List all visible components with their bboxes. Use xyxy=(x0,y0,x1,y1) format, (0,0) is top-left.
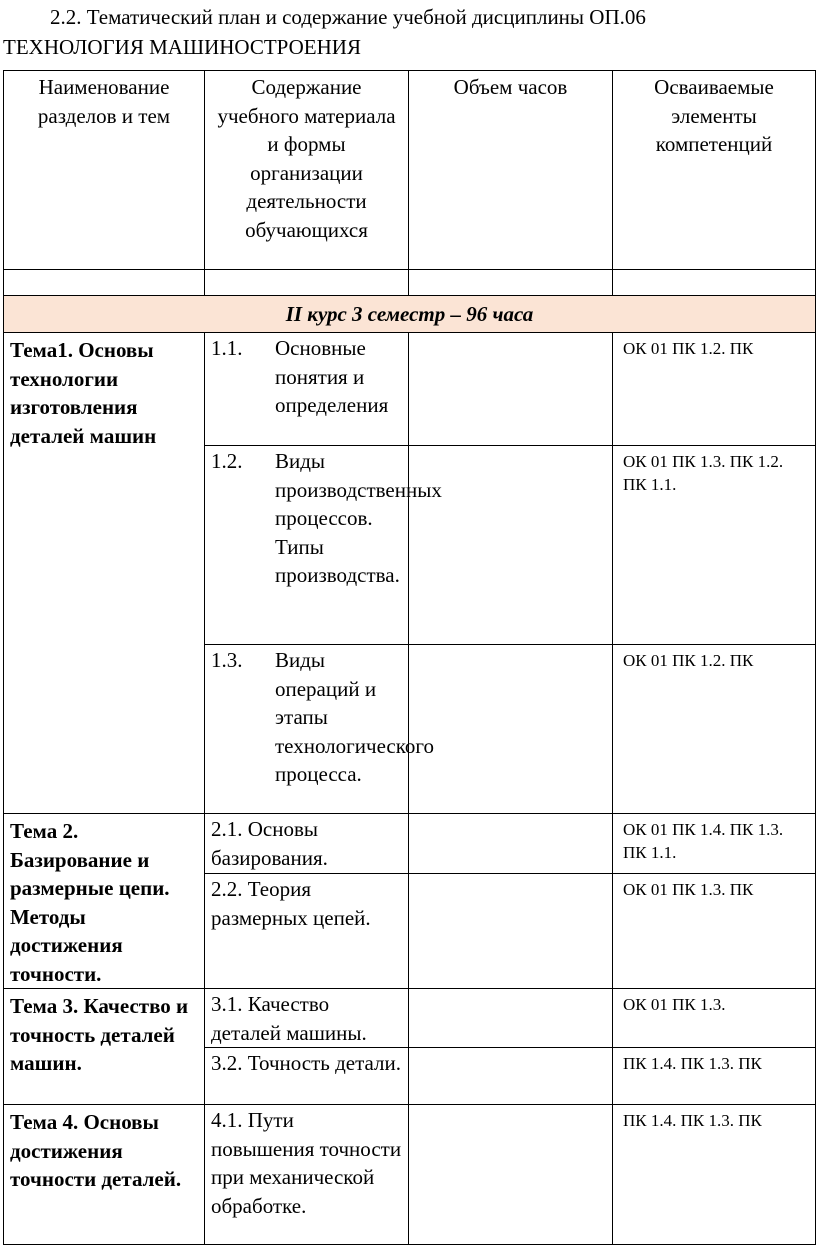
header-row xyxy=(4,71,816,270)
topic-2-name: Тема 2. Базирование и размерные цепи. Методы достижения точности. xyxy=(4,814,205,989)
competency-cell: ОК 01 ПК 1.4. ПК 1.3. ПК 1.1. xyxy=(613,814,816,874)
table-row xyxy=(4,1105,816,1245)
table-row xyxy=(4,989,816,1048)
competency-cell: ОК 01 ПК 1.3. ПК 1.2. ПК 1.1. xyxy=(613,446,816,645)
item-text: Основные понятия и определения xyxy=(275,336,389,417)
competency-cell: ОК 01 ПК 1.2. ПК xyxy=(613,333,816,446)
content-cell: 2.2. Теория размерных цепей. xyxy=(205,874,409,989)
hours-cell xyxy=(409,989,613,1048)
item-text: Виды производственных процессов. Типы производства. xyxy=(275,449,442,587)
empty-cell xyxy=(4,270,205,296)
hours-cell xyxy=(409,1048,613,1105)
empty-cell xyxy=(205,270,409,296)
content-cell xyxy=(205,446,442,645)
content-cell: 2.1. Основы базирования. xyxy=(205,814,409,874)
competency-cell: ПК 1.4. ПК 1.3. ПК xyxy=(613,1048,816,1105)
semester-row xyxy=(4,296,816,333)
hours-cell xyxy=(409,645,613,814)
document-title xyxy=(0,2,816,62)
header-content: Содержание учебного материала и формы организации деятельности обучающихся xyxy=(205,71,409,270)
content-cell xyxy=(205,333,409,446)
topic-1-name: Тема1. Основы технологии изготовления деталей машин xyxy=(4,333,205,814)
topic-4-name: Тема 4. Основы достижения точности деталей. xyxy=(4,1105,205,1245)
item-number: 1.2. xyxy=(211,449,243,473)
content-cell xyxy=(205,645,434,814)
topic-3-name: Тема 3. Качество и точность деталей машин. xyxy=(4,989,205,1105)
content-cell: 4.1. Пути повышения точности при механической обработке. xyxy=(205,1105,409,1245)
competency-cell: ОК 01 ПК 1.3. ПК xyxy=(613,874,816,989)
table-row xyxy=(4,333,816,446)
header-topic: Наименование разделов и тем xyxy=(4,71,205,270)
hours-cell xyxy=(409,874,613,989)
title-line-2: ТЕХНОЛОГИЯ МАШИНОСТРОЕНИЯ xyxy=(3,35,361,59)
item-number: 1.1. xyxy=(211,336,243,360)
hours-cell xyxy=(409,1105,613,1245)
hours-cell xyxy=(409,446,613,645)
hours-cell xyxy=(409,814,613,874)
competency-cell: ОК 01 ПК 1.2. ПК xyxy=(613,645,816,814)
title-line-1: 2.2. Тематический план и содержание учебной дисциплины ОП.06 xyxy=(50,5,646,29)
header-competencies: Осваиваемые элементы компетенций xyxy=(613,71,816,270)
competency-cell: ПК 1.4. ПК 1.3. ПК xyxy=(613,1105,816,1245)
empty-row xyxy=(4,270,816,296)
thematic-plan-table xyxy=(3,70,816,1245)
empty-cell xyxy=(613,270,816,296)
empty-cell xyxy=(409,270,613,296)
semester-label: II курс 3 семестр – 96 часа xyxy=(4,296,816,333)
item-text: Виды операций и этапы технологического процесса. xyxy=(275,648,434,786)
content-cell: 3.1. Качество деталей машины. xyxy=(205,989,409,1048)
item-number: 1.3. xyxy=(211,648,243,672)
hours-cell xyxy=(409,333,613,446)
content-cell: 3.2. Точность детали. xyxy=(205,1048,409,1105)
table-row xyxy=(4,814,816,874)
header-hours: Объем часов xyxy=(409,71,613,270)
competency-cell: ОК 01 ПК 1.3. xyxy=(613,989,816,1048)
